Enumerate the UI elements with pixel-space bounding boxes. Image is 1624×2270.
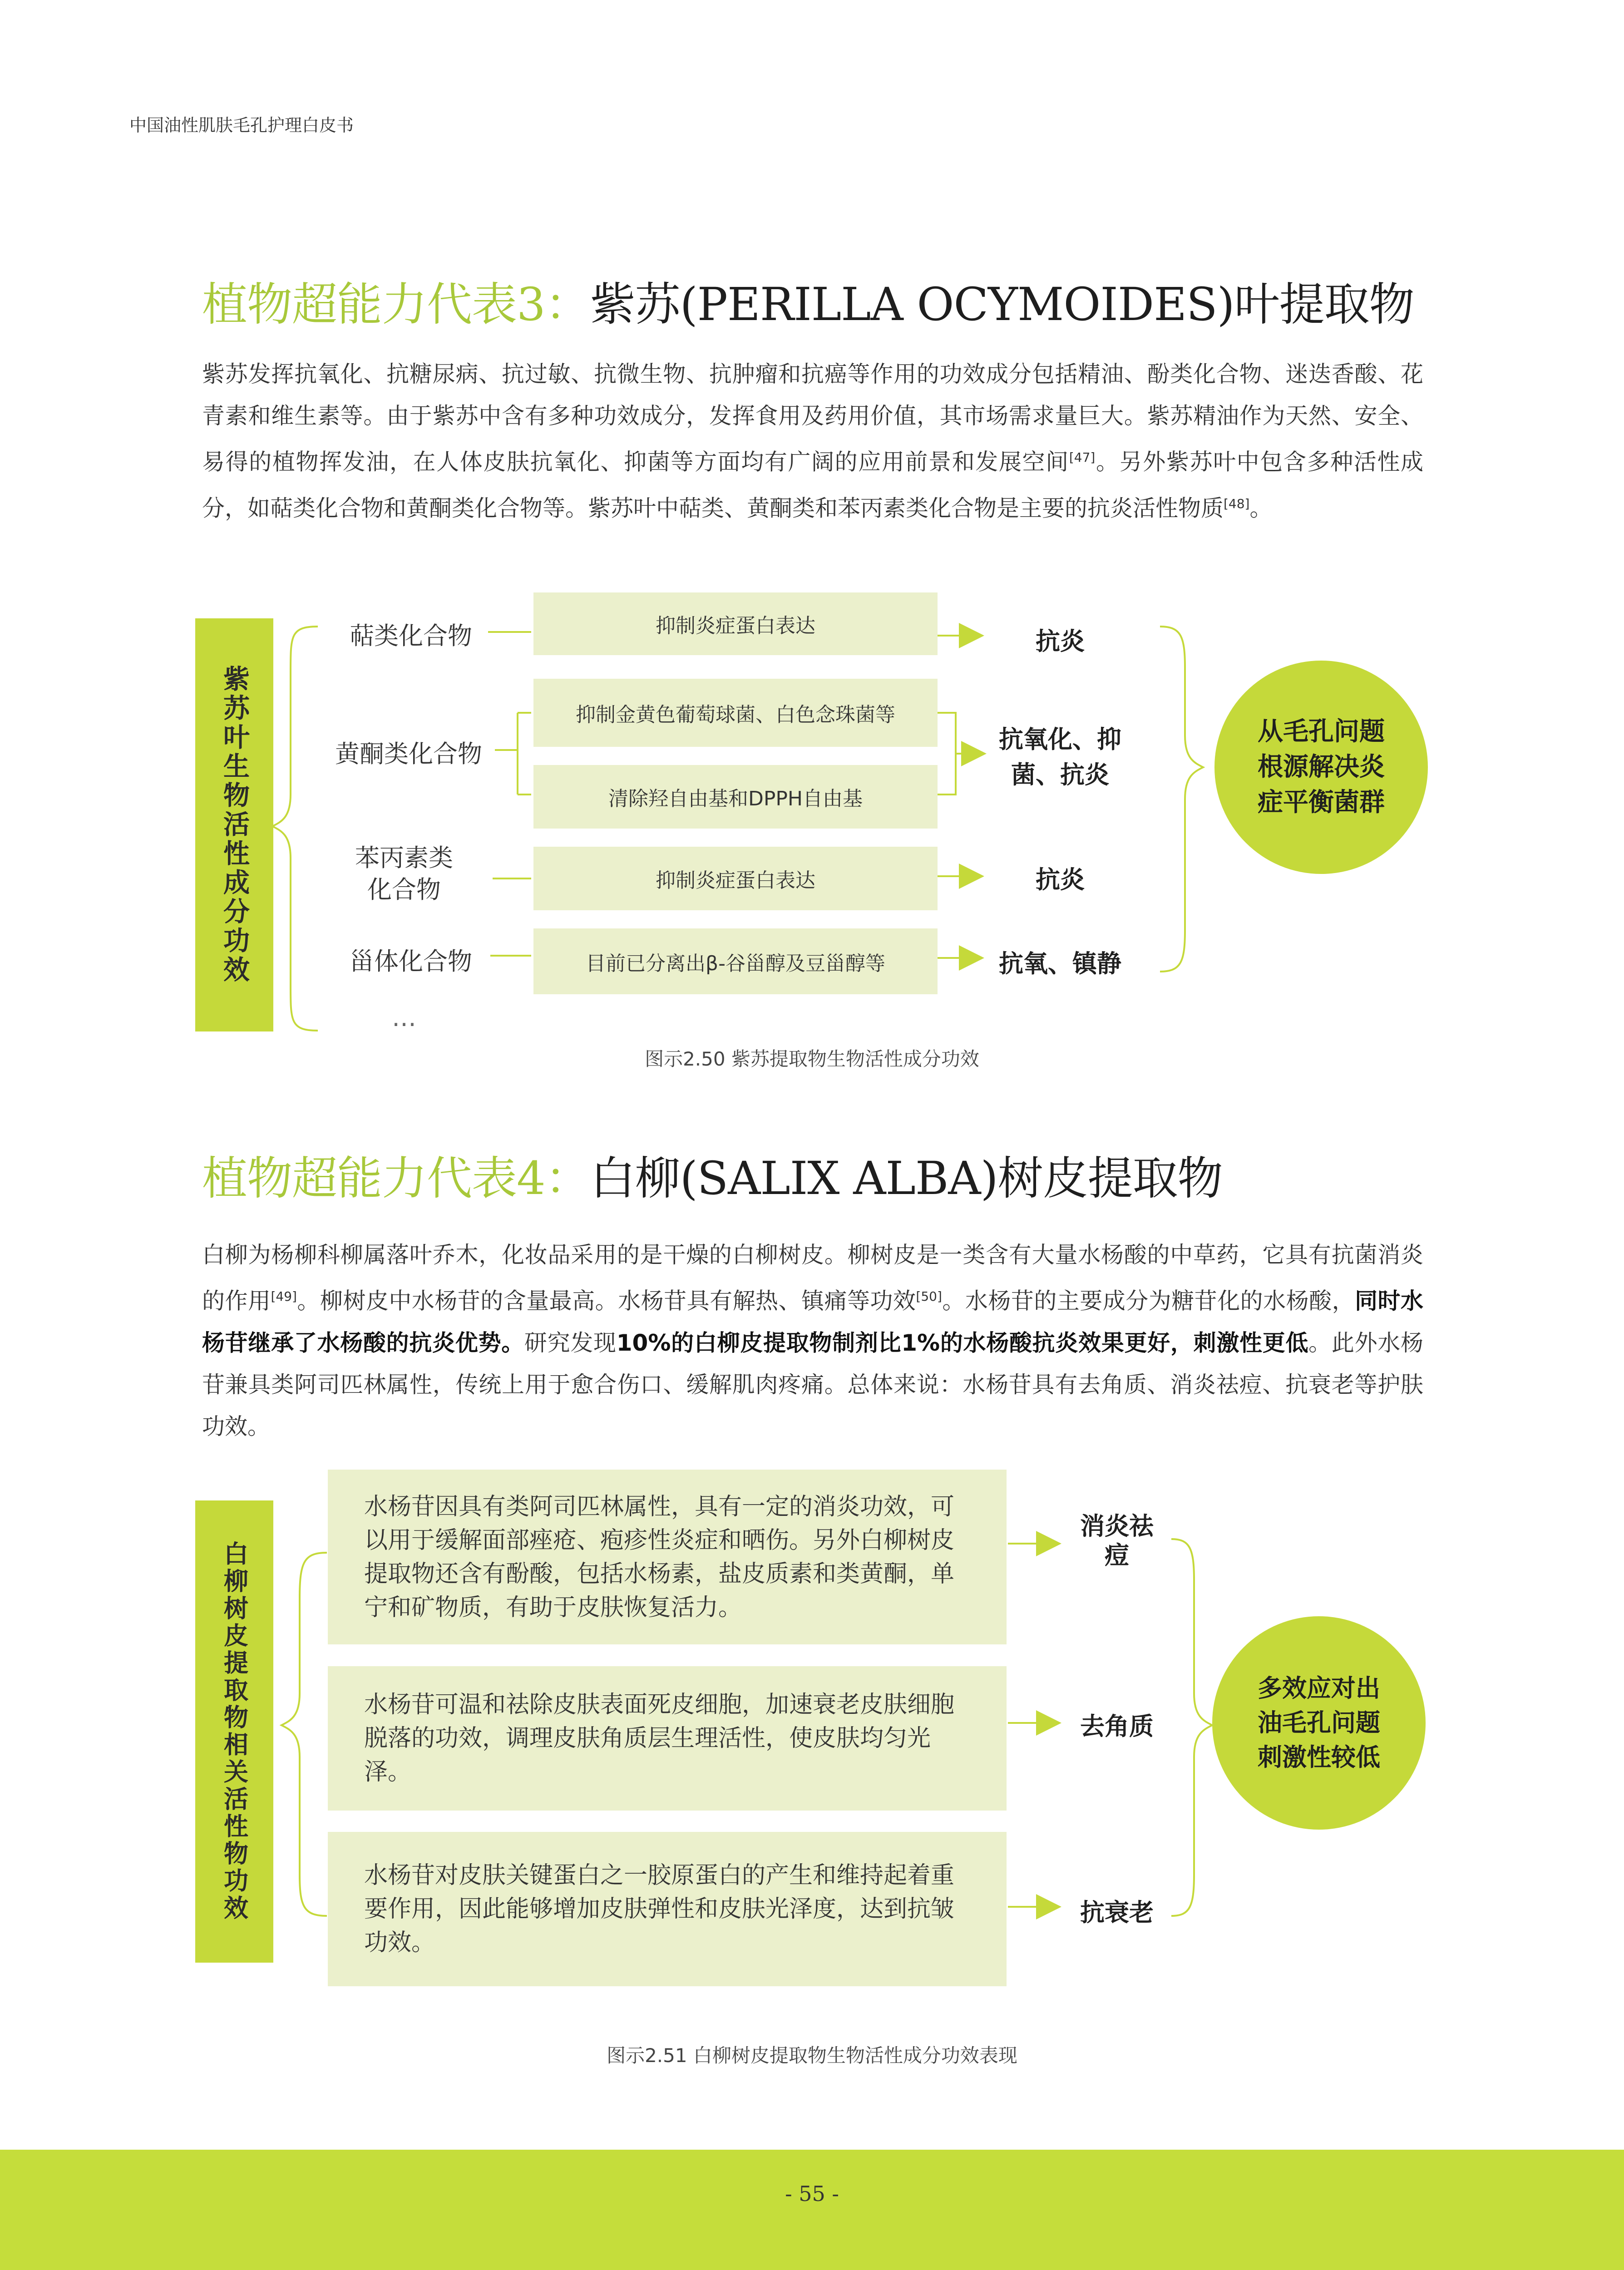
citation: [47] xyxy=(1069,450,1096,465)
para-text: 紫苏发挥抗氧化、抗糖尿病、抗过敏、抗微生物、抗肿瘤和抗癌等作用的功效成分包括精油、酚类化合物、迷迭香酸、花青素和维生素等。由于紫苏中含有多种功效成分，发挥食用及药用价值，其市场需求量巨大。紫苏精油作为天然、安全、易得的植物挥发油，在人体皮肤抗氧化、抑菌等方面均有广阔的应用前景和发展空间 xyxy=(202,361,1423,475)
vertical-bar-label: 紫苏叶生物活性成分功效 xyxy=(219,665,250,985)
footer-band xyxy=(0,2150,1624,2270)
compound-label: 甾体化合物 xyxy=(350,947,472,976)
running-header: 中国油性肌肤毛孔护理白皮书 xyxy=(129,115,354,135)
effect-box: 抑制炎症蛋白表达 xyxy=(533,847,938,910)
para-text: 。 xyxy=(1249,495,1273,522)
section-title-salix xyxy=(202,1142,1223,1207)
section-title-prefix: 植物超能力代表3： xyxy=(202,278,590,331)
vertical-bar-label: 白柳树皮提取物相关活性物功效 xyxy=(220,1541,249,1922)
para-text: 研究发现 xyxy=(524,1329,617,1356)
effect-box: 清除羟自由基和DPPH自由基 xyxy=(533,765,938,829)
effect-box: 水杨苷可温和祛除皮肤表面死皮细胞，加速衰老皮肤细胞脱落的功效，调理皮肤角质层生理活性，使皮肤均匀光泽。 xyxy=(328,1666,1007,1811)
para-text: 。此外水杨苷兼具类阿司匹林属性，传统上用于愈合伤口、缓解肌肉疼痛。总体来说：水杨苷具有去角质、消炎祛痘、抗衰老等护肤功效。 xyxy=(202,1329,1424,1440)
effect-result: 抗炎 xyxy=(1036,627,1085,656)
para-bold: 10%的白柳皮提取物制剂比1%的水杨酸抗炎效果更好，刺激性更低 xyxy=(616,1329,1309,1356)
effect-result: 抗氧、镇静 xyxy=(999,949,1121,978)
effect-box: 水杨苷因具有类阿司匹林属性，具有一定的消炎功效，可以用于缓解面部痤疮、疱疹性炎症和晒伤。另外白柳树皮提取物还含有酚酸，包括水杨素，盐皮质素和类黄酮，单宁和矿物质，有助于皮肤恢复活力。 xyxy=(328,1470,1007,1644)
para-bold: 同时水杨苷继承了水杨酸的抗炎优势。 xyxy=(202,1288,1424,1356)
effect-result: 去角质 xyxy=(1080,1712,1154,1741)
effect-box: 目前已分离出β-谷甾醇及豆甾醇等 xyxy=(533,928,938,994)
compound-label: 苯丙素类化合物 xyxy=(355,844,453,904)
section-title-main: 白柳(SALIX ALBA)树皮提取物 xyxy=(590,1152,1223,1205)
compound-label: 萜类化合物 xyxy=(350,622,472,650)
para-text: 。水杨苷的主要成分为糖苷化的水杨酸， xyxy=(942,1288,1355,1314)
salix-vertical-bar xyxy=(195,1500,273,1963)
para-text: 。另外紫苏叶中包含多种活性成分，如萜类化合物和黄酮类化合物等。紫苏叶中萜类、黄酮类和苯丙素类化合物是主要的抗炎活性物质 xyxy=(202,449,1424,522)
effect-box: 水杨苷对皮肤关键蛋白之一胶原蛋白的产生和维持起着重要作用，因此能够增加皮肤弹性和皮肤光泽度，达到抗皱功效。 xyxy=(328,1832,1007,1986)
citation: [48] xyxy=(1224,496,1250,511)
para-text: 白柳为杨柳科柳属落叶乔木，化妆品采用的是干燥的白柳树皮。柳树皮是一类含有大量水杨酸的中草药，它具有抗菌消炎的作用 xyxy=(202,1242,1423,1314)
salix-paragraph xyxy=(202,1234,1423,1447)
effect-box: 抑制金黄色葡萄球菌、白色念珠菌等 xyxy=(533,679,938,747)
para-text: 。柳树皮中水杨苷的含量最高。水杨苷具有解热、镇痛等功效 xyxy=(296,1288,916,1314)
effect-result: 抗炎 xyxy=(1036,865,1085,894)
effect-result: 抗氧化、抑菌、抗炎 xyxy=(999,725,1121,789)
effect-box: 抑制炎症蛋白表达 xyxy=(533,592,938,655)
figure-caption: 图示2.50 紫苏提取物生物活性成分功效 xyxy=(645,1048,979,1070)
effect-result: 抗衰老 xyxy=(1080,1898,1154,1927)
figure-caption: 图示2.51 白柳树皮提取物生物活性成分功效表现 xyxy=(607,2044,1017,2067)
page-number: - 55 - xyxy=(785,2181,839,2206)
summary-circle: 从毛孔问题根源解决炎症平衡菌群 xyxy=(1214,661,1428,874)
perilla-vertical-bar xyxy=(195,618,273,1031)
compound-ellipsis: … xyxy=(392,1003,416,1032)
effect-result: 消炎祛痘 xyxy=(1080,1512,1154,1569)
citation: [49] xyxy=(271,1289,297,1304)
section-title-main: 紫苏(PERILLA OCYMOIDES)叶提取物 xyxy=(590,278,1414,331)
summary-circle: 多效应对出油毛孔问题刺激性较低 xyxy=(1212,1616,1426,1830)
section-title-prefix: 植物超能力代表4： xyxy=(202,1152,590,1205)
citation: [50] xyxy=(916,1289,942,1304)
compound-label: 黄酮类化合物 xyxy=(335,740,482,768)
